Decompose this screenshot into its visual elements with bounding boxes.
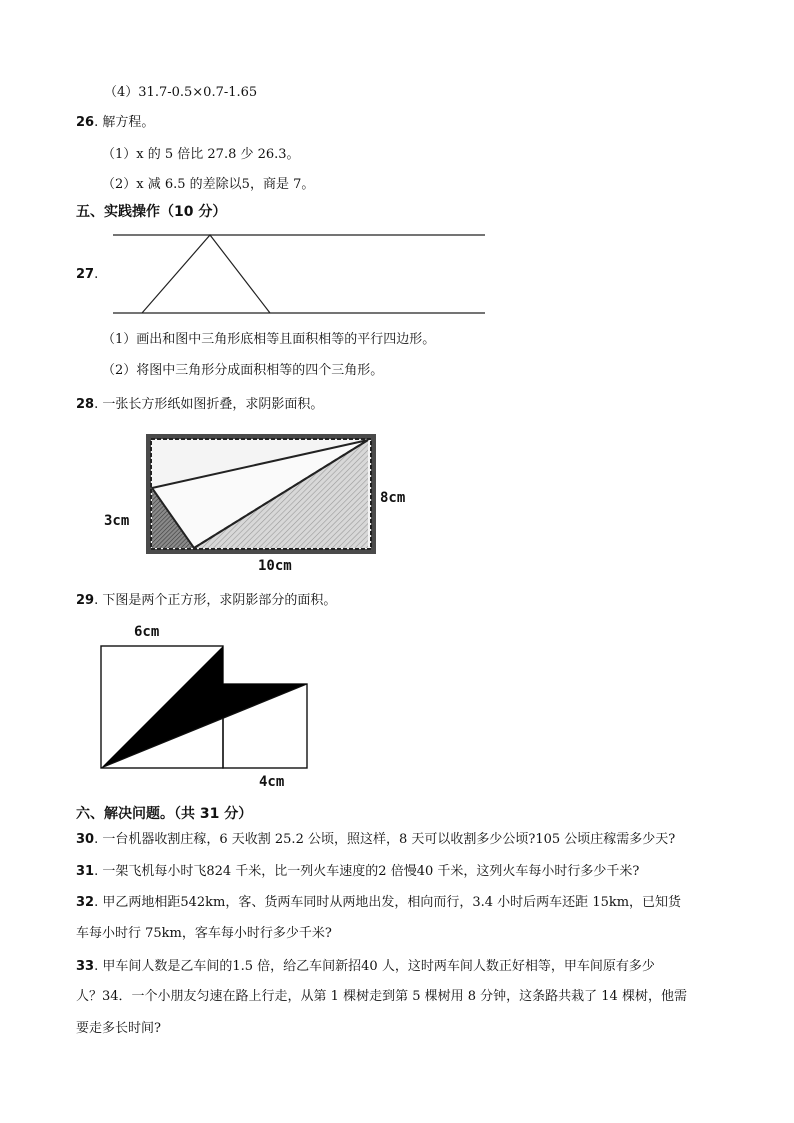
problem-34-continued: [76, 1020, 161, 1038]
q27-mark: .: [94, 267, 99, 282]
q27-triangle: [142, 235, 270, 313]
problem-text: 人？34．一个小朋友匀速在路上行走，从第 1 棵树走到第 5 棵树用 8 分钟，这条路共栽了 14 棵树，他需: [76, 989, 687, 1004]
problem-number: 33: [76, 959, 95, 974]
q29-label-top: 6cm: [134, 624, 160, 640]
q29-shaded-region: [101, 646, 307, 768]
q29-figure: [100, 645, 310, 770]
problem-33: [76, 958, 655, 976]
q27-figure: [100, 228, 500, 320]
q28-label-left: 3cm: [104, 513, 130, 529]
q28-figure: [146, 434, 376, 554]
q28-heading: [76, 396, 323, 414]
q27-item-2: （2）将图中三角形分成面积相等的四个三角形。: [102, 363, 384, 378]
q26-title: . 解方程。: [94, 115, 155, 130]
problem-33-34-combined: [76, 988, 687, 1006]
problem-text: 车每小时行 75km，客车每小时行多少千米?: [76, 926, 332, 941]
problem-number: 30: [76, 832, 95, 847]
problem-30: [76, 831, 675, 849]
q26-heading: [76, 114, 154, 132]
problem-32-continued: [76, 925, 332, 943]
q28-label-bottom: 10cm: [258, 558, 292, 574]
q26-item-2: （2）x 减 6.5 的差除以5，商是 7。: [102, 177, 315, 192]
problem-text: . 甲车间人数是乙车间的1.5 倍，给乙车间新招40 人，这时两车间人数正好相等，甲车间原有多少: [94, 959, 655, 974]
q28-title: . 一张长方形纸如图折叠，求阴影面积。: [94, 397, 324, 412]
problem-text: . 一架飞机每小时飞824 千米，比一列火车速度的2 倍慢40 千米，这列火车每小时行多少千米?: [94, 864, 640, 879]
q28-label-right: 8cm: [380, 490, 406, 506]
problem-number: 32: [76, 895, 95, 910]
problem-text: . 甲乙两地相距542km，客、货两车同时从两地出发，相向而行，3.4 小时后两车还距 15km，已知货: [94, 895, 682, 910]
problem-number: 31: [76, 864, 95, 879]
q27-number: 27: [76, 267, 95, 282]
q29-label-bottom: 4cm: [259, 774, 285, 790]
q27-item-1: （1）画出和图中三角形底相等且面积相等的平行四边形。: [102, 332, 436, 347]
q27-label: [76, 266, 98, 284]
problem-text: . 一台机器收割庄稼，6 天收割 25.2 公顷，照这样，8 天可以收割多少公顷?105 公顷庄稼需多少天?: [94, 832, 676, 847]
q29-heading: [76, 592, 336, 610]
problem-text: 要走多长时间?: [76, 1021, 161, 1036]
problem-31: [76, 863, 639, 881]
q29-number: 29: [76, 593, 95, 608]
q25-item-4: （4）31.7-0.5×0.7-1.65: [104, 85, 258, 100]
section-5-heading: 五、实践操作（10 分）: [76, 204, 227, 220]
q26-item-1: （1）x 的 5 倍比 27.8 少 26.3。: [102, 147, 300, 162]
q28-number: 28: [76, 397, 95, 412]
problem-32: [76, 894, 681, 912]
q26-number: 26: [76, 115, 95, 130]
section-6-heading: 六、解决问题。（共 31 分）: [76, 806, 253, 822]
q29-title: . 下图是两个正方形，求阴影部分的面积。: [94, 593, 337, 608]
